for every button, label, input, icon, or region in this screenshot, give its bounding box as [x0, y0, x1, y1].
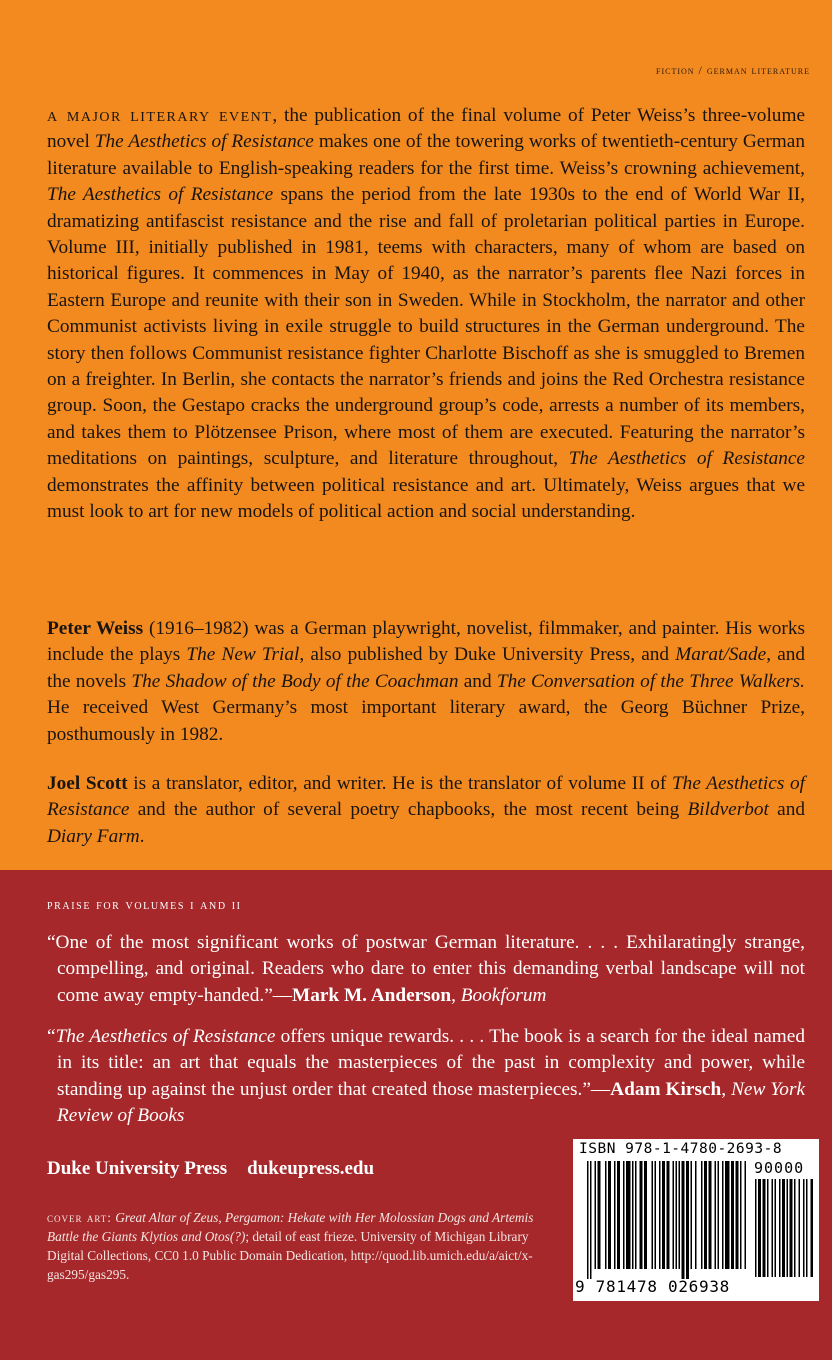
addon-barcode-bars — [755, 1179, 813, 1277]
book-title: The Aesthetics of Resistance — [47, 184, 274, 206]
isbn-label: ISBN 978-1-4780-2693-8 — [579, 1141, 783, 1157]
quote-author: Mark M. Anderson — [292, 984, 452, 1006]
barcode-bar — [608, 1161, 611, 1269]
barcode-bar — [632, 1161, 634, 1269]
barcode-bar — [772, 1179, 774, 1277]
barcode-bar — [722, 1161, 724, 1269]
barcode-bars — [587, 1161, 749, 1279]
barcode-bar — [767, 1179, 769, 1277]
barcode-bar — [811, 1179, 814, 1277]
barcode-bar — [704, 1161, 707, 1269]
barcode-bar — [701, 1161, 703, 1269]
translator-bio: Joel Scott is a translator, editor, and writer. He is the translator of volume II of The Aesthetics of Resistance and the author of several poetry chapbooks, the most recent being Bildverbot and Diary Farm. — [47, 773, 806, 847]
barcode-bar — [794, 1179, 796, 1277]
barcode-bar — [779, 1179, 781, 1277]
book-description: a major literary event, the publication of the final volume of Peter Weiss’s three-volume novel The Aesthetics of Resistance makes one of the towering works of twentieth-century German literature available to English-speaking readers for the first time. Weiss’s crowning achievement, The Aesthetics of Resistance spans the period from the late 1930s to the end of World War II, dramatizing antifascist resistance and the rise and fall of proletarian political parties in Europe. Volume III, initially published in 1981, teems with characters, many of whom are based on historical figures. It commences in May of 1940, as the narrator’s parents flee Nazi forces in Eastern Europe and reunite with their son in Sweden. While in Stockholm, the narrator and other Communist activists living in exile struggle to build structures in the German underground. The story then follows Communist resistance fighter Charlotte Bischoff as she is smuggled to Bremen on a freighter. In Berlin, she contacts the narrator’s friends and joins the Red Orchestra resistance group. Soon, the Gestapo cracks the underground group’s code, arrests a number of its members, and takes them to Plötzensee Prison, where most of them are executed. Featuring the narrator’s meditations on paintings, sculpture, and literature throughout, The Aesthetics of Resistance demonstrates the affinity between political resistance and art. Ultimately, Weiss argues that we must look to art for new models of political action and social understanding. — [47, 105, 805, 523]
barcode-bar — [740, 1161, 742, 1269]
barcode-bar — [709, 1161, 712, 1269]
lead-phrase: a major literary event — [47, 105, 273, 126]
barcode-bar — [626, 1161, 631, 1269]
barcode-bar — [755, 1179, 757, 1277]
author-name: Peter Weiss — [47, 618, 144, 639]
barcode-bar — [718, 1161, 720, 1269]
barcode-bar — [676, 1161, 678, 1269]
barcode-bar — [763, 1179, 766, 1277]
barcode-bar — [667, 1161, 670, 1269]
author-bio: Peter Weiss (1916–1982) was a German playwright, novelist, filmmaker, and painter. His works include the plays The New Trial, also published by Duke University Press, and Marat/Sade, and the novels The Shadow of the Body of the Coachman and The Conversation of the Three Walkers. He received West Germany’s most important literary award, the Georg Büchner Prize, posthumously in 1982. — [47, 618, 806, 745]
barcode-bar — [605, 1161, 607, 1269]
barcode-bar — [598, 1161, 601, 1269]
price-code: 90000 — [754, 1159, 805, 1177]
cover-art-credit: cover art: Great Altar of Zeus, Pergamon: Hekate with Her Molossian Dogs and Artemis Battle the Giants Klytios and Otos(?); detail of east frieze. University of Michigan Library Digital Collections, CC0 1.0 Public Domain Dedication, http://quod.lib.umich.edu/a/aict/x-gas295/gas295. — [47, 1210, 534, 1282]
barcode-bar — [803, 1179, 805, 1277]
barcode-bar — [736, 1161, 739, 1269]
barcode-bar — [595, 1161, 597, 1269]
barcode-bar — [731, 1161, 734, 1269]
barcode-bar — [806, 1179, 808, 1277]
praise-quote: “The Aesthetics of Resistance offers unique rewards. . . . The book is a search for the ideal named in its title: an art that equals the masterpieces of the past in complexity and power, while standing up against the unjust order that created those masterpieces.”—Adam Kirsch, New York Review of Books — [47, 1026, 806, 1127]
barcode-bar — [799, 1179, 801, 1277]
barcode-bar — [644, 1161, 647, 1269]
barcode-bar — [787, 1179, 789, 1277]
barcode-bar — [790, 1179, 793, 1277]
barcode-bar — [640, 1161, 643, 1269]
book-title: The Aesthetics of Resistance — [568, 448, 805, 470]
barcode-bar — [679, 1161, 681, 1269]
praise-heading: praise for volumes i and ii — [47, 898, 242, 913]
barcode-bar — [691, 1161, 693, 1269]
barcode-bar — [617, 1161, 620, 1269]
barcode-bar — [673, 1161, 675, 1269]
barcode-bar — [590, 1161, 592, 1279]
cover-art-label: cover art: — [47, 1210, 112, 1225]
publisher-name: Duke University Press — [47, 1158, 228, 1179]
barcode-bar — [623, 1161, 625, 1269]
barcode-bar — [652, 1161, 654, 1269]
quote-source: New York Review of Books — [57, 1078, 806, 1127]
book-title: The Aesthetics of Resistance — [94, 131, 314, 153]
barcode-bar — [662, 1161, 665, 1269]
barcode-bar — [695, 1161, 697, 1269]
barcode-bar — [682, 1161, 685, 1279]
praise-quote: “One of the most significant works of postwar German literature. . . . Exhilaratingly strange, compelling, and original. Readers who dare to enter this demanding verbal landscape will not come away empty-handed.”—Mark M. Anderson, Bookforum — [47, 932, 805, 1006]
barcode-bar — [686, 1161, 689, 1279]
publisher-url[interactable]: dukeupress.edu — [247, 1158, 375, 1179]
barcode-bar — [782, 1179, 785, 1277]
barcode-bar — [775, 1179, 777, 1277]
barcode-bar — [587, 1161, 589, 1279]
barcode-bar — [745, 1161, 747, 1269]
publisher-line — [47, 1158, 374, 1180]
quote-source: Bookforum — [460, 984, 547, 1006]
translator-name: Joel Scott — [47, 773, 128, 794]
barcode-bar — [725, 1161, 730, 1269]
barcode-bar — [715, 1161, 717, 1269]
isbn-barcode — [573, 1139, 819, 1301]
barcode-bar — [655, 1161, 657, 1269]
barcode-bar — [614, 1161, 616, 1269]
quote-author: Adam Kirsch — [610, 1078, 722, 1100]
barcode-bar — [635, 1161, 637, 1269]
barcode-bar — [659, 1161, 661, 1269]
barcode-bar — [758, 1179, 761, 1277]
category-label: fiction / german literature — [656, 63, 810, 77]
barcode-digits: 9 781478 026938 — [575, 1277, 730, 1296]
